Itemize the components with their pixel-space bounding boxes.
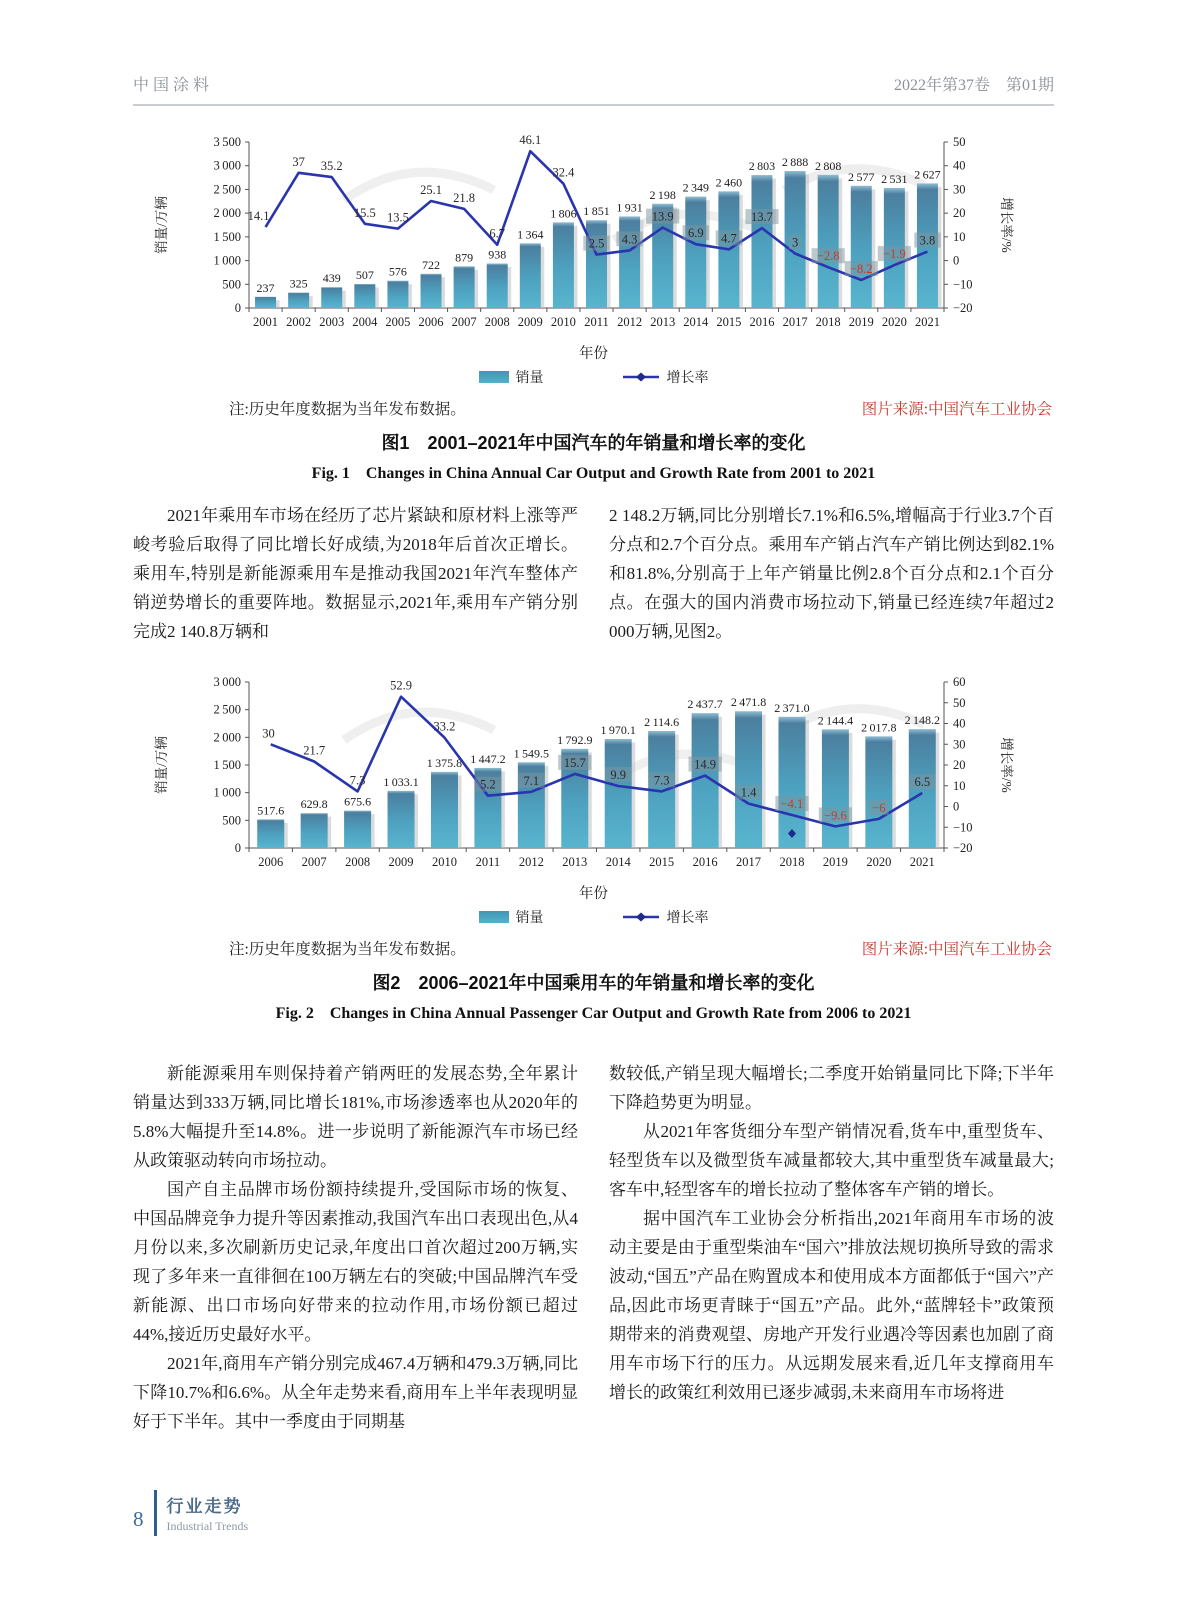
svg-text:6.7: 6.7 — [488, 226, 505, 241]
svg-text:2007: 2007 — [451, 315, 477, 329]
svg-text:7.1: 7.1 — [523, 773, 539, 788]
body-paragraph: 国产自主品牌市场份额持续提升,受国际市场的恢复、中国品牌竞争力提升等因素推动,我国汽车出口表现出色,从4月份以来,多次刷新历史记录,年度出口首次超过200万辆,实现了多年来一直徘徊在100万辆左右的突破;中国品牌汽车受新能源、出口市场向好带来的拉动作用,市场份额已超过44%,接近历史最好水平。 — [133, 1180, 578, 1344]
page-header — [133, 0, 1054, 106]
svg-text:2014: 2014 — [682, 315, 708, 329]
bar — [685, 197, 706, 308]
svg-text:13.9: 13.9 — [651, 209, 674, 224]
svg-text:2005: 2005 — [384, 315, 410, 329]
bar — [735, 711, 762, 848]
svg-text:1 970.1: 1 970.1 — [600, 722, 636, 737]
svg-text:15.7: 15.7 — [563, 755, 586, 770]
figure1-note-row — [133, 397, 1054, 419]
svg-text:1 033.1: 1 033.1 — [382, 774, 419, 789]
svg-text:2 000: 2 000 — [212, 730, 241, 745]
body-paragraph: 数较低,产销呈现大幅增长;二季度开始销量同比下降;下半年下降趋势更为明显。 — [609, 1064, 1054, 1112]
svg-text:938: 938 — [487, 247, 506, 262]
svg-text:−6: −6 — [871, 800, 885, 815]
legend-item-growth — [622, 907, 709, 927]
footer-divider — [154, 1490, 157, 1536]
page-number: 8 — [133, 1507, 144, 1531]
svg-text:3 000: 3 000 — [212, 158, 241, 173]
svg-text:2 144.4: 2 144.4 — [817, 713, 853, 728]
svg-text:722: 722 — [421, 257, 440, 272]
figure2-caption-en: Fig. 2 Changes in China Annual Passenger Car Output and Growth Rate from 2006 to 2021 — [275, 1005, 912, 1022]
svg-text:2 531: 2 531 — [880, 171, 908, 186]
bar — [255, 297, 276, 308]
svg-text:30: 30 — [261, 726, 275, 741]
svg-text:30: 30 — [952, 737, 965, 752]
svg-text:517.6: 517.6 — [256, 803, 284, 818]
svg-text:20: 20 — [952, 206, 965, 221]
body-paragraph: 2 148.2万辆,同比分别增长7.1%和6.5%,增幅高于行业3.7个百分点和2.7个百分点。乘用车产销占汽车产销比例达到82.1%和81.8%,分别高于上年产销量比例2.8个百分点和2.1个百分点。在强大的国内消费市场拉动下,销量已经连续7年超过2 000万辆,见图2。 — [609, 506, 1054, 641]
svg-text:675.6: 675.6 — [343, 794, 371, 809]
right-axis-title: 增长率/% — [998, 197, 1014, 253]
svg-text:2 437.7: 2 437.7 — [686, 697, 723, 712]
svg-text:1 931: 1 931 — [615, 200, 643, 215]
svg-text:30: 30 — [952, 182, 965, 197]
svg-text:2001: 2001 — [252, 315, 278, 329]
bar — [821, 729, 848, 848]
bar — [453, 266, 474, 308]
svg-text:2 808: 2 808 — [814, 158, 841, 173]
body-paragraph: 新能源乘用车则保持着产销两旺的发展态势,全年累计销量达到333万辆,同比增长181%,市场渗透率也从2020年的5.8%大幅提升至14.8%。进一步说明了新能源汽车市场已经从政策驱动转向市场拉动。 — [133, 1064, 578, 1170]
svg-text:3 500: 3 500 — [212, 135, 241, 149]
svg-text:10: 10 — [952, 229, 965, 244]
text-column-left — [133, 501, 578, 646]
sales-bar-swatch-icon — [479, 911, 509, 923]
svg-text:2 500: 2 500 — [212, 702, 241, 717]
svg-text:2020: 2020 — [881, 315, 907, 329]
svg-text:7.3: 7.3 — [349, 773, 365, 788]
svg-text:2 471.8: 2 471.8 — [730, 695, 766, 710]
svg-text:2 349: 2 349 — [682, 180, 709, 195]
bar — [604, 739, 631, 848]
svg-text:507: 507 — [355, 267, 374, 282]
svg-text:2018: 2018 — [778, 855, 804, 869]
bar — [486, 264, 507, 308]
growth-line-marker-icon — [622, 372, 660, 382]
svg-text:40: 40 — [952, 158, 965, 173]
svg-text:6.5: 6.5 — [913, 775, 930, 790]
svg-text:1 851: 1 851 — [582, 204, 610, 219]
svg-text:13.7: 13.7 — [750, 210, 773, 225]
svg-text:−20: −20 — [952, 841, 973, 855]
svg-text:0: 0 — [234, 301, 241, 315]
svg-text:3.8: 3.8 — [919, 233, 935, 248]
svg-text:439: 439 — [322, 271, 341, 286]
svg-text:3 000: 3 000 — [212, 675, 241, 689]
figure2-chart-canvas — [144, 670, 1044, 882]
bar — [387, 281, 408, 308]
footer-section-zh: 行业走势 — [166, 1497, 243, 1516]
svg-text:50: 50 — [952, 135, 965, 149]
svg-text:2015: 2015 — [715, 315, 741, 329]
bar — [850, 186, 871, 308]
svg-text:1 000: 1 000 — [212, 253, 241, 268]
svg-text:0: 0 — [952, 799, 959, 814]
bar — [619, 216, 640, 308]
svg-text:2017: 2017 — [735, 855, 761, 869]
svg-text:37: 37 — [291, 154, 305, 169]
svg-text:2 803: 2 803 — [748, 159, 775, 174]
svg-text:2019: 2019 — [822, 855, 848, 869]
svg-text:2017: 2017 — [782, 315, 808, 329]
legend-sales-label: 销量 — [515, 371, 544, 386]
svg-text:0: 0 — [234, 841, 241, 855]
svg-text:2018: 2018 — [815, 315, 841, 329]
svg-text:21.7: 21.7 — [302, 743, 325, 758]
growth-line-marker-icon — [622, 912, 660, 922]
svg-text:2011: 2011 — [475, 855, 500, 869]
svg-text:14.1: 14.1 — [247, 209, 270, 224]
bar — [519, 243, 540, 308]
svg-text:237: 237 — [256, 280, 275, 295]
bar — [778, 717, 805, 848]
svg-text:500: 500 — [221, 277, 241, 292]
svg-text:1 806: 1 806 — [549, 206, 577, 221]
svg-text:3: 3 — [791, 235, 798, 250]
svg-text:2 577: 2 577 — [847, 169, 874, 184]
svg-text:−1.9: −1.9 — [882, 247, 906, 262]
svg-text:1 500: 1 500 — [212, 229, 241, 244]
svg-text:2019: 2019 — [848, 315, 874, 329]
left-axis-title: 销量/万辆 — [153, 736, 169, 794]
bar — [300, 813, 327, 848]
svg-text:4.7: 4.7 — [720, 231, 737, 246]
body-section2 — [133, 1059, 1054, 1436]
bar — [387, 791, 414, 848]
bar — [288, 293, 309, 308]
svg-text:2012: 2012 — [518, 855, 544, 869]
svg-text:1 364: 1 364 — [516, 227, 544, 242]
legend-growth-label: 增长率 — [666, 911, 709, 926]
svg-text:2008: 2008 — [484, 315, 510, 329]
bar — [354, 284, 375, 308]
svg-text:1 000: 1 000 — [212, 785, 241, 800]
svg-text:0: 0 — [952, 253, 959, 268]
svg-text:1 549.5: 1 549.5 — [513, 746, 549, 761]
svg-text:25.1: 25.1 — [419, 183, 442, 198]
svg-text:35.2: 35.2 — [320, 159, 343, 174]
svg-text:−10: −10 — [952, 277, 973, 292]
svg-text:2 017.8: 2 017.8 — [860, 720, 897, 735]
svg-text:50: 50 — [952, 695, 965, 710]
svg-text:2 114.6: 2 114.6 — [643, 714, 679, 729]
bar — [751, 175, 772, 308]
svg-text:2006: 2006 — [418, 315, 444, 329]
svg-text:2012: 2012 — [616, 315, 642, 329]
svg-text:2011: 2011 — [583, 315, 609, 329]
text-column-left — [133, 1059, 578, 1436]
footer-section-en: Industrial Trends — [166, 1519, 249, 1533]
legend-growth-label: 增长率 — [666, 371, 709, 386]
svg-text:33.2: 33.2 — [433, 719, 455, 734]
bar — [865, 736, 892, 848]
svg-text:2009: 2009 — [517, 315, 543, 329]
bar — [430, 772, 457, 848]
svg-text:2.5: 2.5 — [588, 236, 604, 251]
figure2-block — [133, 670, 1054, 1023]
right-axis-title: 增长率/% — [998, 737, 1014, 793]
svg-text:2 888: 2 888 — [781, 155, 808, 170]
bar — [257, 819, 284, 848]
svg-text:2010: 2010 — [550, 315, 576, 329]
figure2-xaxis-title: 年份 — [579, 886, 608, 902]
svg-text:−8.2: −8.2 — [849, 262, 873, 277]
svg-text:879: 879 — [454, 250, 473, 265]
svg-text:−2.8: −2.8 — [816, 249, 840, 264]
svg-text:325: 325 — [289, 276, 308, 291]
svg-text:2002: 2002 — [285, 315, 311, 329]
svg-text:2004: 2004 — [351, 315, 377, 329]
svg-text:2007: 2007 — [301, 855, 327, 869]
svg-text:2016: 2016 — [748, 315, 774, 329]
svg-text:46.1: 46.1 — [518, 133, 541, 148]
svg-text:629.8: 629.8 — [300, 797, 328, 812]
bar — [586, 220, 607, 308]
svg-text:21.8: 21.8 — [452, 190, 475, 205]
bar — [344, 811, 371, 848]
svg-text:20: 20 — [952, 758, 965, 772]
svg-text:2003: 2003 — [318, 315, 344, 329]
figure2-source: 图片来源:中国汽车工业协会 — [861, 941, 1052, 958]
issue-info: 2022年第37卷 第01期 — [893, 77, 1054, 94]
footer-section — [167, 1492, 249, 1534]
legend-item-sales — [479, 367, 544, 387]
body-paragraph: 2021年,商用车产销分别完成467.4万辆和479.3万辆,同比下降10.7%和6.6%。从全年走势来看,商用车上半年表现明显好于下半年。其中一季度由于同期基 — [133, 1354, 578, 1431]
svg-text:2014: 2014 — [605, 855, 631, 869]
svg-text:2 627: 2 627 — [913, 167, 941, 182]
legend-item-sales — [479, 907, 544, 927]
svg-text:2006: 2006 — [257, 855, 283, 869]
svg-text:5.2: 5.2 — [479, 777, 496, 792]
svg-text:2 000: 2 000 — [212, 206, 241, 221]
figure1-legend — [133, 367, 1054, 387]
page-footer — [133, 1490, 248, 1536]
svg-text:2 500: 2 500 — [212, 182, 241, 197]
svg-text:13.5: 13.5 — [386, 210, 409, 225]
svg-text:2 371.0: 2 371.0 — [773, 700, 810, 715]
figure1-xaxis-title: 年份 — [579, 346, 608, 362]
figure2-note: 注:历史年度数据为当年发布数据。 — [229, 941, 466, 958]
legend-sales-label: 销量 — [515, 911, 544, 926]
figure2-caption-zh: 图2 2006–2021年中国乘用车的年销量和增长率的变化 — [372, 973, 815, 993]
bar — [321, 287, 342, 308]
svg-text:60: 60 — [952, 675, 965, 689]
svg-text:2009: 2009 — [388, 855, 414, 869]
svg-text:32.4: 32.4 — [551, 165, 574, 180]
svg-text:2010: 2010 — [431, 855, 457, 869]
svg-text:2013: 2013 — [649, 315, 675, 329]
svg-text:1.4: 1.4 — [740, 785, 756, 800]
legend-item-growth — [622, 367, 709, 387]
text-column-right — [609, 501, 1054, 646]
svg-text:2016: 2016 — [692, 855, 718, 869]
svg-text:576: 576 — [388, 264, 407, 279]
svg-text:−9.6: −9.6 — [823, 808, 847, 823]
svg-text:7.3: 7.3 — [653, 773, 669, 788]
svg-text:52.9: 52.9 — [389, 678, 412, 693]
svg-text:4.3: 4.3 — [621, 232, 637, 247]
svg-text:2020: 2020 — [865, 855, 891, 869]
svg-text:−10: −10 — [952, 820, 973, 835]
svg-text:40: 40 — [952, 716, 965, 731]
svg-text:500: 500 — [221, 813, 241, 828]
svg-text:1 792.9: 1 792.9 — [556, 732, 592, 747]
svg-text:6.9: 6.9 — [687, 226, 704, 241]
figure1-note: 注:历史年度数据为当年发布数据。 — [229, 401, 466, 418]
svg-text:9.9: 9.9 — [609, 767, 626, 782]
body-paragraph: 从2021年客货细分车型产销情况看,货车中,重型货车、轻型货车以及微型货车减量都较大,其中重型货车减量最大;客车中,轻型客车的增长拉动了整体客车产销的增长。 — [609, 1122, 1054, 1199]
left-axis-title: 销量/万辆 — [153, 196, 169, 254]
body-section1 — [133, 501, 1054, 646]
bar — [817, 175, 838, 308]
figure2-legend — [133, 907, 1054, 927]
figure1-block — [133, 130, 1054, 483]
svg-text:2 460: 2 460 — [715, 175, 742, 190]
svg-text:15.5: 15.5 — [353, 205, 376, 220]
svg-text:2015: 2015 — [648, 855, 674, 869]
figure1-chart-canvas — [144, 130, 1044, 342]
svg-text:2008: 2008 — [344, 855, 370, 869]
body-paragraph: 据中国汽车工业协会分析指出,2021年商用车市场的波动主要是由于重型柴油车“国六”排放法规切换所导致的需求波动,“国五”产品在购置成本和使用成本方面都低于“国六”产品,因此市场更青睐于“国五”产品。此外,“蓝牌轻卡”政策预期带来的消费观望、房地产开发行业遇冷等因素也加剧了商用车市场下行的压力。从远期发展来看,近几年支撑商用车增长的政策红利效用已逐步减弱,未来商用车市场将进 — [609, 1209, 1054, 1402]
sales-bar-swatch-icon — [479, 371, 509, 383]
figure1-caption-zh: 图1 2001–2021年中国汽车的年销量和增长率的变化 — [381, 433, 806, 453]
svg-text:1 447.2: 1 447.2 — [469, 751, 506, 766]
svg-text:2 198: 2 198 — [648, 187, 676, 202]
journal-name: 中国涂料 — [133, 77, 214, 94]
svg-text:2021: 2021 — [909, 855, 935, 869]
body-paragraph: 2021年乘用车市场在经历了芯片紧缺和原材料上涨等严峻考验后取得了同比增长好成绩,为2018年后首次正增长。乘用车,特别是新能源乘用车是推动我国2021年汽车整体产销逆势增长的重要阵地。数据显示,2021年,乘用车产销分别完成2 140.8万辆和 — [133, 506, 578, 641]
svg-text:2013: 2013 — [561, 855, 587, 869]
bar — [420, 274, 441, 308]
svg-text:10: 10 — [952, 778, 965, 793]
figure1-caption-en: Fig. 1 Changes in China Annual Car Output and Growth Rate from 2001 to 2021 — [311, 465, 876, 482]
svg-text:−20: −20 — [952, 301, 973, 315]
svg-text:2021: 2021 — [914, 315, 940, 329]
svg-text:14.9: 14.9 — [693, 757, 716, 772]
bar — [552, 222, 573, 308]
svg-text:2 148.2: 2 148.2 — [904, 713, 940, 728]
figure1-source: 图片来源:中国汽车工业协会 — [861, 401, 1052, 418]
text-column-right — [609, 1059, 1054, 1436]
figure2-note-row — [133, 937, 1054, 959]
svg-text:1 500: 1 500 — [212, 758, 241, 772]
svg-text:−4.1: −4.1 — [780, 797, 803, 812]
svg-text:1 375.8: 1 375.8 — [426, 755, 462, 770]
